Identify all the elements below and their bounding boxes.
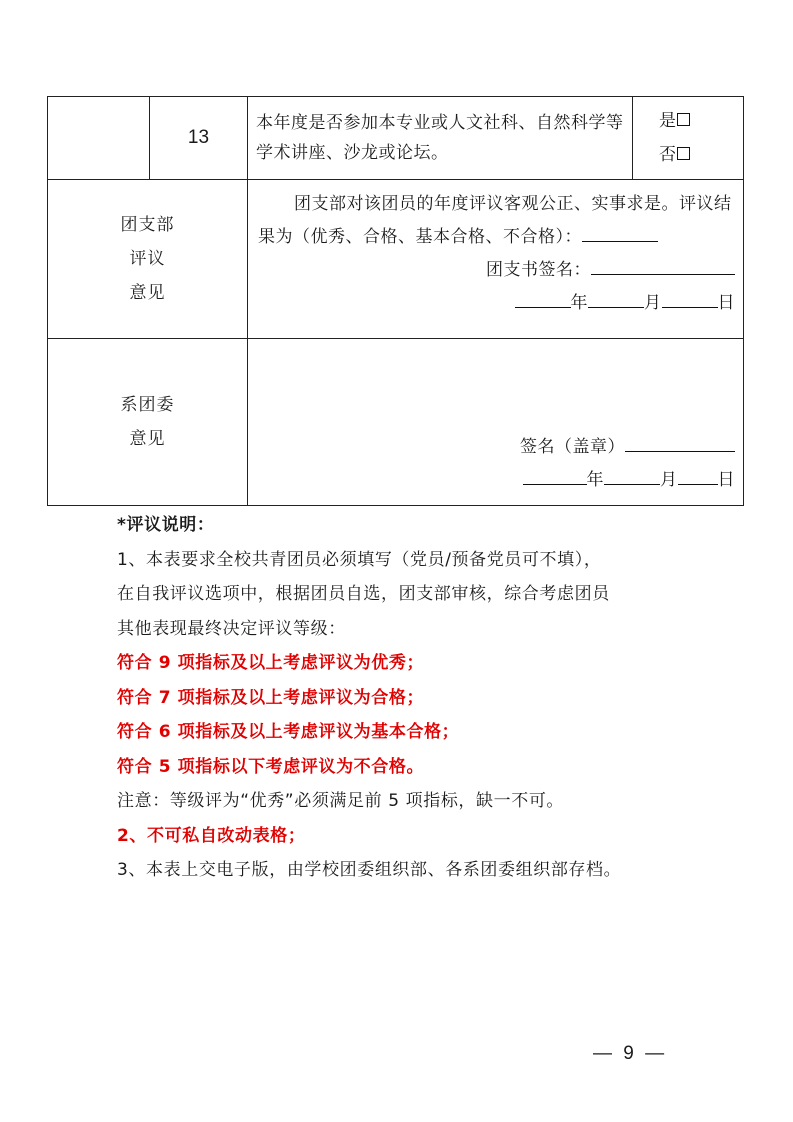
item-number: 13 xyxy=(150,97,248,180)
branch-label-line-1: 团支部 xyxy=(120,215,175,235)
notes-title: *评议说明： xyxy=(117,515,215,535)
no-checkbox[interactable] xyxy=(677,147,690,160)
branch-year-blank[interactable] xyxy=(515,289,571,308)
yes-label: 是 xyxy=(659,111,676,131)
yes-checkbox[interactable] xyxy=(677,113,690,126)
branch-label-line-3: 意见 xyxy=(129,283,166,303)
branch-signature-blank[interactable] xyxy=(591,256,735,275)
dept-date-line xyxy=(258,464,735,497)
criteria-excellent: 符合 9 项指标及以上考虑评议为优秀； xyxy=(117,653,425,673)
page-number: — 9 — xyxy=(593,1043,668,1064)
branch-month-blank[interactable] xyxy=(588,289,644,308)
dept-month-blank[interactable] xyxy=(604,466,660,485)
evaluation-notes xyxy=(117,508,717,888)
dept-opinion-content xyxy=(248,339,744,506)
branch-opinion-content xyxy=(248,180,744,339)
evaluation-table xyxy=(47,96,744,506)
no-label: 否 xyxy=(659,145,676,165)
dept-month-label: 月 xyxy=(660,470,678,490)
branch-label-line-2: 评议 xyxy=(129,249,166,269)
dept-label-line-1: 系团委 xyxy=(120,395,175,415)
result-blank[interactable] xyxy=(582,223,658,242)
dept-opinion-writing-area[interactable] xyxy=(258,347,735,431)
item-13-row xyxy=(48,97,744,180)
branch-month-label: 月 xyxy=(644,293,662,313)
branch-date-line xyxy=(258,287,735,320)
branch-sign-line xyxy=(258,254,735,287)
notes-attention: 注意：等级评为“优秀”必须满足前 5 项指标，缺一不可。 xyxy=(117,791,565,811)
notes-item2: 2、不可私自改动表格； xyxy=(117,825,306,846)
dept-sign-line xyxy=(258,431,735,464)
notes-item1-line-3: 其他表现最终决定评议等级： xyxy=(117,618,346,639)
branch-opinion-label xyxy=(48,180,248,339)
branch-day-label: 日 xyxy=(717,293,735,313)
dept-year-blank[interactable] xyxy=(523,466,587,485)
branch-year-label: 年 xyxy=(570,293,588,313)
item-description: 本年度是否参加本专业或人文社科、自然科学等学术讲座、沙龙或论坛。 xyxy=(248,97,633,180)
dept-signature-blank[interactable] xyxy=(625,433,735,452)
branch-statement-text: 团支部对该团员的年度评议客观公正、实事求是。评议结果为（优秀、合格、基本合格、不合格）： xyxy=(258,194,732,247)
notes-item1-line-1: 1、本表要求全校共青团员必须填写（党员/预备党员可不填）， xyxy=(117,549,602,570)
dept-opinion-row xyxy=(48,339,744,506)
dept-label-line-2: 意见 xyxy=(129,429,166,449)
branch-statement xyxy=(258,188,735,254)
empty-category-cell xyxy=(48,97,150,180)
criteria-qualified: 符合 7 项指标及以上考虑评议为合格； xyxy=(117,687,425,708)
dept-year-label: 年 xyxy=(586,470,604,490)
notes-item1-line-2: 在自我评议选项中，根据团员自选，团支部审核，综合考虑团员 xyxy=(117,584,610,604)
no-option[interactable] xyxy=(659,138,743,172)
yes-no-options xyxy=(633,97,744,180)
criteria-basic-qualified: 符合 6 项指标及以上考虑评议为基本合格； xyxy=(117,722,460,742)
dept-day-label: 日 xyxy=(717,470,735,490)
dept-opinion-label xyxy=(48,339,248,506)
dept-day-blank[interactable] xyxy=(678,466,718,485)
branch-opinion-row xyxy=(48,180,744,339)
dept-sign-label: 签名（盖章） xyxy=(520,437,625,457)
branch-sign-label: 团支书签名： xyxy=(486,260,591,280)
branch-day-blank[interactable] xyxy=(662,289,718,308)
criteria-unqualified: 符合 5 项指标以下考虑评议为不合格。 xyxy=(117,756,425,777)
yes-option[interactable] xyxy=(659,104,743,138)
notes-item3: 3、本表上交电子版，由学校团委组织部、各系团委组织部存档。 xyxy=(117,860,622,880)
